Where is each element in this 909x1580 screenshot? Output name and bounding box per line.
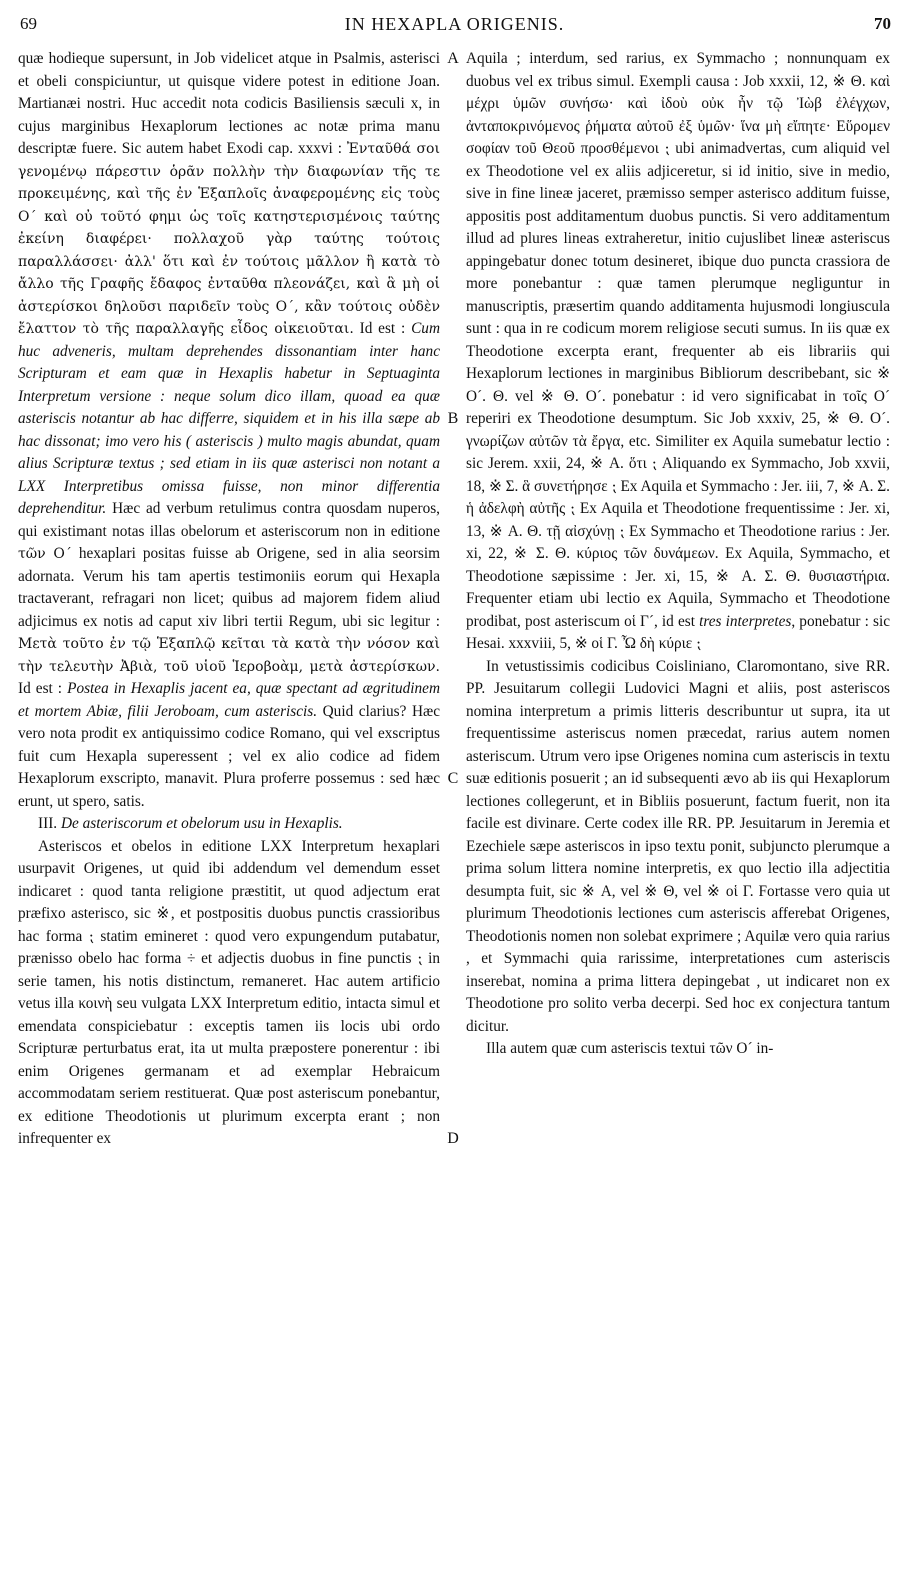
- italic-phrase: tres interpretes: [699, 612, 792, 630]
- right-paragraph-3: Illa autem quæ cum asteriscis textui τῶν Ο´ in-: [486, 1040, 774, 1057]
- margin-marker-b: B: [447, 410, 459, 427]
- page-number-right: 70: [874, 14, 891, 33]
- left-column: [18, 48, 440, 1151]
- text-run: hexaplari positas fuisse ab Origene, sed in alia seorsim adornata. Verum his tam apertis testimoniis eorum qui Hexapla tractaverant, refragari non licet; quibus ad majorem fidem aliud adjicimus ex notis ad caput xiv libri tertii Regum, ubi sic legitur :: [18, 545, 440, 630]
- text-run: Aquila ; interdum, sed rarius, ex Symmacho ; nonnunquam ex duobus vel ex tribus simul. Exempli causa : Job xxxii, 12, ※ Θ. καὶ μέχρι ὑμῶν συνήσω· καὶ ἰδοὺ οὐκ ἦν τῷ Ἰὼβ ἐλέγχων, ἀνταποκρινόμενος ῥήματα αὐτοῦ ἐξ ὑμῶν· ἵνα μὴ εἴπητε· Εὕρομεν σοφίαν τοῦ Θεοῦ προσθέμενοι ⁏ ubi animadvertas, cum aliquid vel ex Theodotione vel ex aliis adjiceretur, si id initio, sive in medio, sive in fine lineæ jaceret, præmisso semper asterisco additum fuisse, appositis post additamentum duobus punctis. Si vero additamentum illud ad plures lineas extraheretur, initio cujuslibet lineæ asteriscus appingebatur donec totum desineret, ibique duo puncta crassiora de more ponebantur : quæ tamen plerumque negliguntur in manuscriptis, præsertim quando additamenta hujusmodi longiuscula sunt : qua in re codicum morem religiose secuti sumus. In iis quæ ex Theodotione excerpta erant, frequenter ab eis librariis qui Hexaplorum lectiones in marginibus Bibliorum describebant, sic ※ Ο´. Θ. vel ※ Θ. Ο´. ponebatur : id vero significabat in τοῖς Ο´ reperiri ex Theodotione desumptum. Sic Job xxxiv, 25, ※ Θ. Ο´. γνωρίζων αὐτῶν τὰ ἔργα, etc. Similiter ex Aquila sumebatur lectio : sic Jerem. xxii, 24, ※ Α. ὅτι ⁏ Aliquando ex Symmacho, Job xxvii, 18, ※ Σ. ἃ συνετήρησε ⁏ Ex Aquila et Symmacho : Jer. iii, 7, ※ Α. Σ. ἡ ἀδελφὴ αὐτῆς ⁏ Ex Aquila et Theodotione frequentissime : Jer. xi, 13, ※ Α. Θ. τῇ αἰσχύνῃ ⁏ Ex Symmacho et Theodotione rarius : Jer. xi, 22, ※ Σ. Θ. κύριος τῶν δυνάμεων. Ex Aquila, Symmacho, et Theodotione sæpissime : Jer. xi, 15, ※ Α. Σ. Θ. θυσιαστήρια. Frequenter etiam ubi lectio ex Aquila, Symmacho et Theodotione prodibat, post asteriscum οἱ Γ´, id est: [466, 50, 890, 630]
- left-paragraph-2: Asteriscos et obelos in editione LXX Interpretum hexaplari usurpavit Origenes, ut quid ibi addendum vel demendum esset indicaret : quod tanta religione præstitit, ut quod adjectum erat præfixo asterisco, sic ※, et postpositis duobus punctis crassioribus hac forma ⁏ statim emineret : quod vero expungendum putabatur, prænisso obelo hac forma ÷ et adjectis duobus in fine punctis ⁏ in serie tamen, his notis distinctum, remaneret. Hac autem artificio vetus illa κοινὴ seu vulgata LXX Interpretum editio, intacta simul et emendata conspiciebatur : exceptis tamen iis locis ubi ordo Scripturæ perturbatus erat, ita ut multa præpostere ponerentur : ibi enim Origenes germanam et ad exemplar Hebraicum accommodatam seriem restituerat. Quæ post asteriscum ponebantur, ex editione Theodotionis ut plurimum excerpta erant ; non infrequenter ex: [18, 837, 440, 1147]
- page-number-left: 69: [20, 14, 37, 33]
- margin-marker-d: D: [447, 1130, 459, 1147]
- text-run: quæ hodieque supersunt, in Job videlicet atque in Psalmis, asterisci et obeli conspiciuntur, ut quisque videre potest in editione Joan. Martianæi nostri. Huc accedit nota codicis Basiliensis sæculi x, in cujus marginibus Hexaplorum lectiones ac notæ prima manu descriptæ fuere. Sic autem habet Exodi cap. xxxvi :: [18, 50, 440, 157]
- greek-quotation: Ἐνταῦθά σοι γενομένῳ πάρεστιν ὁρᾶν πολλὴν τὴν διαφωνίαν τῆς τε προκειμένης, καὶ τῆς ἐν Ἑξαπλοῖς ἀναφερομένης εἰς τοὺς Ο´ καὶ οὐ τοῦτό φημι ὡς τοῖς κατηστερισμένοις ταύτης ἐκείνη διαφέρει· πολλαχοῦ γὰρ ταύτης τούτοις παραλλάσσει· ἀλλ' ὅτι καὶ ἐν τούτοις μᾶλλον ἢ κατὰ τὸ ἄλλο τῆς Γραφῆς ἔδαφος ἐνταῦθα πλεονάζει, καὶ ἃ μὴ οἱ ἀστερίσκοι δηλοῦσι παριδεῖν τοὺς Ο´, κἂν τούτοις οὐδὲν ἔλαττον τὸ τῆς παραλλαγῆς εἶδος οἰκειοῦται.: [18, 141, 440, 337]
- margin-marker-c: C: [447, 770, 459, 787]
- left-paragraph-1: [18, 48, 440, 813]
- section-number: III.: [38, 815, 58, 832]
- text-run: , ponebatur : sic Hesai. xxxviii, 5, ※ οἱ Γ. Ὦ δὴ κύριε ⁏: [466, 612, 890, 652]
- right-paragraph-1: [466, 48, 890, 656]
- section-title: De asteriscorum et obelorum usu in Hexaplis.: [60, 815, 343, 832]
- text-run: Hæc ad verbum retulimus contra quosdam nuperos, qui existimant notas illas obelorum et asteriscorum non in editione: [18, 500, 440, 540]
- running-title: IN HEXAPLA ORIGENIS.: [344, 14, 565, 34]
- margin-marker-a: A: [447, 50, 459, 67]
- text-run: Quid clarius? Hæc vero nota prodit ex antiquissimo codice Romano, qui vel exscriptus fuit cum Hexapla superessent ; vel ex alio codice ad fidem Hexaplorum exscripto, manavit. Plura proferre possemus : sed hæc erunt, ut spero, satis.: [18, 702, 440, 810]
- greek-phrase: τῶν Ο´: [18, 546, 72, 562]
- right-column: [466, 48, 890, 1061]
- text-run: Id est :: [18, 680, 68, 697]
- running-header: [0, 0, 909, 40]
- text-run: Id est :: [353, 320, 412, 337]
- latin-translation: Postea in Hexaplis jacent ea, quæ spectant ad ægritudinem et mortem Abiæ, filii Jeroboam, cum asteriscis.: [18, 680, 441, 720]
- section-heading: [18, 813, 440, 836]
- right-paragraph-2: In vetustissimis codicibus Coisliniano, Claromontano, sive RR. PP. Jesuitarum collegii Ludovici Magni et aliis, post asteriscos nomina interpretum a primis litteris describuntur ut supra, ita ut frequentissime asteriscus nomen præcedat, rarius autem nomen asteriscum. Utrum vero ipse Origenes nomina cum asteriscis in textu suæ editionis posuerit ; an id subsequenti ævo ab iis qui Hexaplorum lectiones collegerunt, et in Bibliis posuerunt, factum fuerit, non ita facile est divinare. Certe codex ille RR. PP. Jesuitarum in Jeremia et Ezechiele sæpe asteriscos in ipso textu ponit, subjuncto plerumque a prima solum littera nomine interpretis, ex quo lectio illa adjectitia desumpta fuit, sic ※ Α, vel ※ Θ, vel ※ οἱ Γ. Fortasse vero quia ut plurimum Theodotionis lectiones cum asteriscis afferebat Origenes, Theodotionis nomen non solebat exprimere ; Aquilæ vero quia rarius , et Symmachi quia rarissime, interpretationes cum asteriscis inserebat, nomina a prima littera depingebat , ut indicaret non ex Theodotione pro solito verba decerpi. Sed hoc ex conjectura tantum dicitur.: [466, 657, 890, 1035]
- latin-translation: Cum huc adveneris, multam deprehendes dissonantiam inter hanc Scripturam et eam quæ in Hexaplis habetur in Septuaginta Interpretum versione : neque solum dico illam, quoad ea quæ asteriscis notantur ab hac differre, siquidem et in his illa sæpe ab hac dissonat; imo vero his ( asteriscis ) multo magis abundat, quam alius Scripturæ textus ; sed etiam in iis quæ asterisci non notant a LXX Interpretibus omissa fuisse, non minor differentia deprehenditur.: [18, 320, 440, 517]
- greek-quotation: Μετὰ τοῦτο ἐν τῷ Ἑξαπλῷ κεῖται τὰ κατὰ τὴν νόσον καὶ τὴν τελευτὴν Ἀβιὰ, τοῦ υἱοῦ Ἱεροβοὰμ, μετὰ ἀστερίσκων.: [18, 636, 440, 675]
